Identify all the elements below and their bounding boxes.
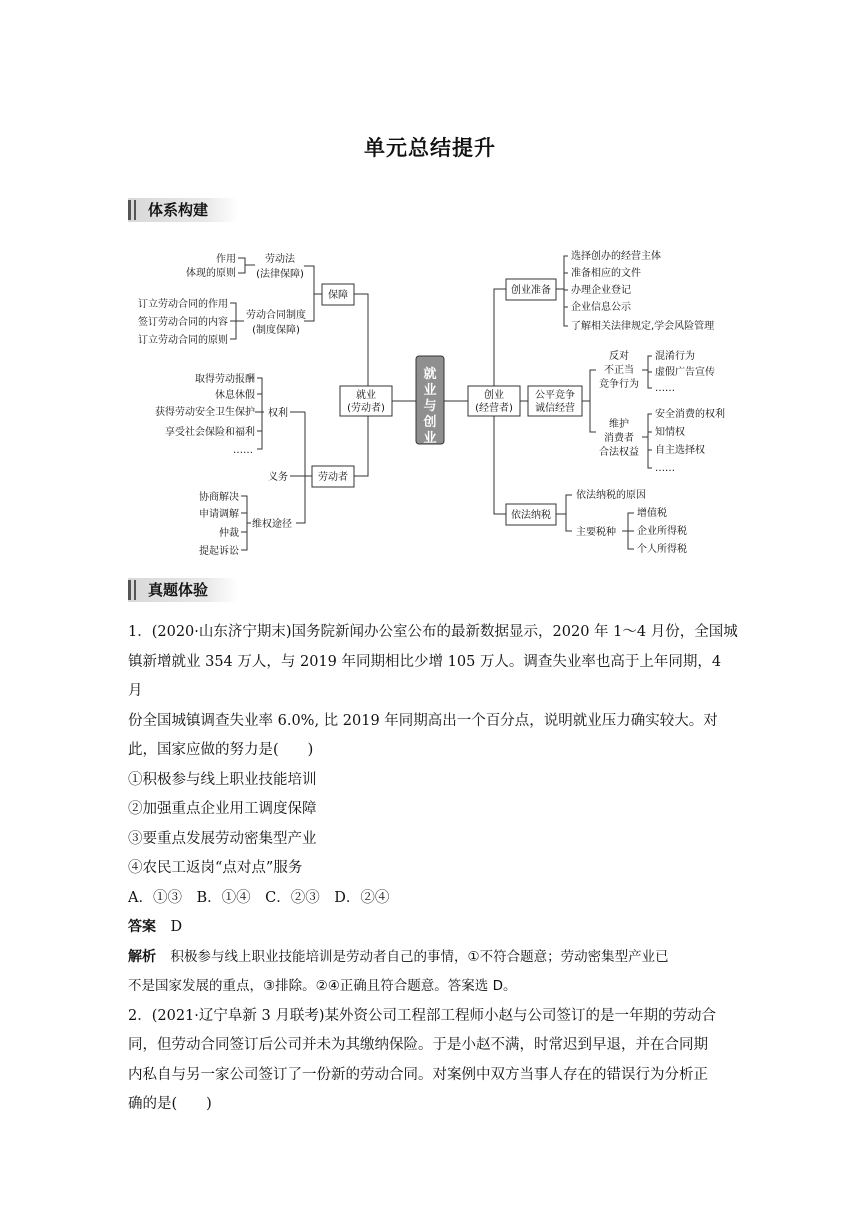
map-label-weihu-item: 自主选择权 [655,445,705,456]
map-label-hetong: 劳动合同制度 [246,310,306,321]
question-line: 此，国家应做的努力是( ) [128,742,314,758]
map-label-shuizhong-item: 个人所得税 [637,544,687,555]
analysis-line: 不是国家发展的重点，③排除。②④正确且符合题意。答案选 D。 [128,978,517,994]
option-line: ④农民工返岗“点对点”服务 [128,860,303,876]
map-label-weihu-item: 安全消费的权利 [655,409,725,420]
question-line: 确的是( ) [128,1096,212,1112]
choices-line: A．①③ B．①④ C．②③ D．②④ [128,889,390,906]
question-line: 1．(2020·山东济宁期末)国务院新闻办公室公布的最新数据显示，2020 年 1～4 月份，全国城 [128,624,738,640]
map-label-zhunbei-item: 了解相关法律规定,学会风险管理 [571,321,715,332]
map-label-zhunbei-item: 办理企业登记 [571,285,631,296]
option-line: ①积极参与线上职业技能培训 [128,771,317,788]
map-node-nashui-label: 依法纳税 [511,510,551,521]
map-label-weihu: 合法权益 [599,447,639,458]
question-line: 内私自与另一家公司签订了一份新的劳动合同。对案例中双方当事人存在的错误行为分析正 [128,1066,708,1083]
map-label-shuizhong-item: 增值税 [637,508,667,519]
analysis-label: 解析 [128,948,156,965]
map-label-weiquan: 维权途径 [252,519,292,530]
map-label-weiquan-item: 仲裁 [219,528,239,539]
map-label-fandui-item: 虚假广告宣传 [655,367,715,378]
map-label-hetong-item: 订立劳动合同的作用 [138,299,228,310]
map-label-laodongfa-item: 作用 [216,254,236,265]
question-line: 同，但劳动合同签订后公司并未为其缴纳保险。于是小赵不满，时常迟到早退，并在合同期 [128,1037,708,1053]
map-label-quanli: 权利 [268,408,288,419]
map-label-shuizhong: 主要税种 [576,527,616,538]
map-label-weihu-item: 知情权 [655,427,685,438]
map-label-laodongfa: 劳动法 [265,254,295,265]
answer-label: 答案 [128,919,156,935]
map-node-chuangye-sub: (经营者) [475,403,513,414]
option-line: ②加强重点企业用工调度保障 [128,801,317,817]
map-label-fandui: 竞争行为 [599,379,639,390]
map-center-char: 业 [423,431,437,446]
question-line: 2．(2021·辽宁阜新 3 月联考)某外资公司工程部工程师小赵与公司签订的是一年期的劳动合 [128,1007,716,1024]
map-center-char: 业 [423,383,437,398]
section-bar-icon [128,580,141,600]
question-line: 份全国城镇调查失业率 6.0%, 比 2019 年同期高出一个百分点，说明就业压力确实较大。对 [128,712,718,729]
map-label-right-item: 取得劳动报酬 [195,374,255,385]
map-label-yiwu: 义务 [268,472,288,483]
map-label-zhunbei-item: 选择创办的经营主体 [571,251,661,262]
map-label-laodongfa-sub: (法律保障) [256,269,304,280]
map-label-fandui: 不正当 [604,365,634,376]
map-label-fandui-item: 混淆行为 [655,351,695,362]
map-node-baozhang-label: 保障 [328,290,348,301]
map-node-laodongzhe-label: 劳动者 [318,472,348,483]
map-label-hetong-sub: (制度保障) [252,325,300,336]
map-label-right-item: …… [233,445,253,456]
section-label: 体系构建 [148,201,209,219]
map-label-right-item: 获得劳动安全卫生保护 [155,407,255,418]
option-line: ③要重点发展劳动密集型产业 [128,830,317,847]
section-label: 真题体验 [148,581,209,599]
map-label-weihu: 消费者 [604,433,634,444]
map-label-fandui-item: …… [655,383,675,394]
map-label-laodongfa-item: 体现的原则 [186,268,236,279]
map-label-right-item: 休息休假 [215,390,255,401]
question-1 [128,618,740,1120]
map-center-char: 创 [423,415,437,430]
page-title: 单元总结提升 [364,136,496,160]
map-label-weiquan-item: 协商解决 [199,492,239,503]
question-line: 镇新增就业 354 万人，与 2019 年同期相比少增 105 万人。调查失业率也高于上年同期，4 月 [128,653,722,699]
section-header-exam [128,578,238,602]
map-node-chuangye-label: 创业 [484,390,504,401]
map-label-fandui: 反对 [609,351,629,362]
map-node-jiuye-sub: (劳动者) [347,403,385,414]
map-label-weihu: 维护 [609,419,629,430]
map-center-char: 就 [423,367,437,382]
map-label-zhunbei-item: 准备相应的文件 [571,268,641,279]
map-label-hetong-item: 订立劳动合同的原则 [138,335,228,346]
map-center-char: 与 [423,399,437,414]
answer-line [128,913,740,943]
map-node-gongping-sub: 诚信经营 [535,403,575,414]
map-label-right-item: 享受社会保险和福利 [165,427,255,438]
map-label-shuizhong-item: 企业所得税 [637,526,687,537]
map-label-weihu-item: …… [655,463,675,474]
map-node-jiuye-label: 就业 [356,390,376,401]
map-label-nashui-reason: 依法纳税的原因 [576,490,646,501]
map-label-weiquan-item: 申请调解 [199,509,239,520]
map-node-gongping-label: 公平竞争 [535,390,575,401]
map-label-zhunbei-item: 企业信息公示 [571,302,631,313]
analysis-line [128,943,740,973]
answer-value: D [170,919,183,935]
map-node-zhunbei-label: 创业准备 [511,285,551,296]
map-label-weiquan-item: 提起诉讼 [199,546,239,557]
analysis-text: 积极参与线上职业技能培训是劳动者自己的事情，①不符合题意；劳动密集型产业已 [170,948,669,965]
map-label-hetong-item: 签订劳动合同的内容 [138,317,228,328]
